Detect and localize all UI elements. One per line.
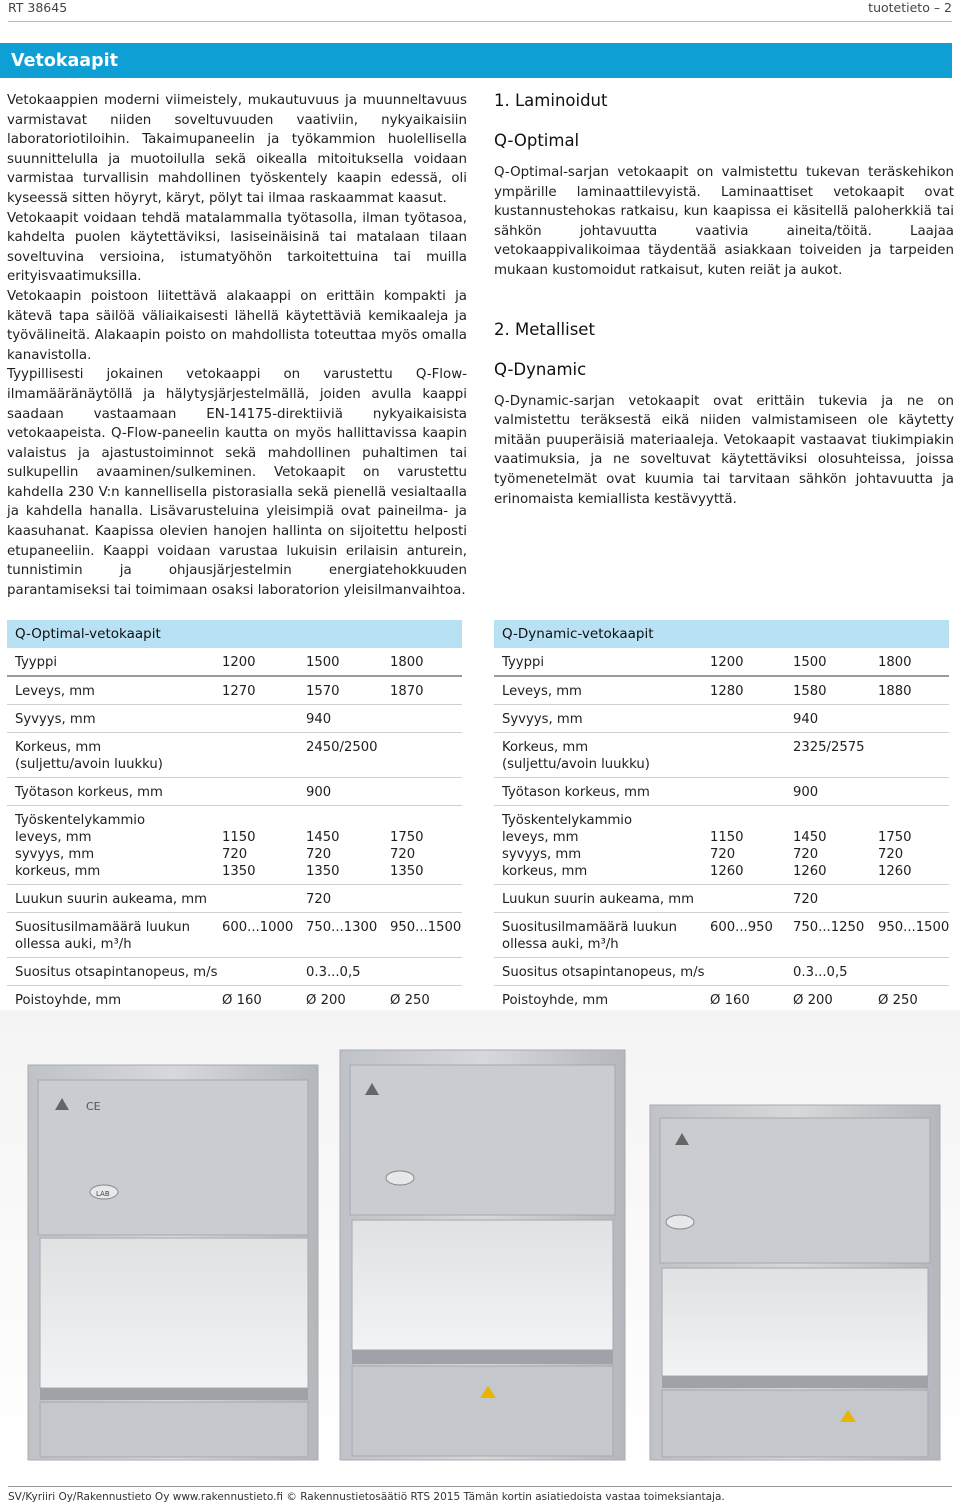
label-line: Suositusilmamäärä luukun (15, 920, 191, 935)
cell-value: 1750 720 1260 (878, 830, 912, 879)
row-label (502, 778, 957, 805)
cell-value: 1800 (878, 655, 912, 670)
label-line: syvyys, mm (15, 847, 95, 862)
series-heading: Q-Optimal (494, 131, 580, 150)
cell-value: 0.3...0,5 (306, 965, 361, 980)
row-label (502, 705, 957, 732)
cabinet-right (650, 1105, 940, 1460)
cell-value: 950...1500 (878, 920, 950, 935)
label-line: Luukun suurin aukeama, mm (502, 892, 694, 907)
banner-title: Vetokaapit (11, 51, 118, 71)
paragraph: Vetokaapit voidaan tehdä matalammalla työtasolla, ilman työtasoa, kahdelta puolen käytettäviksi, lasiseinäisinä tai matalaan tilaan soveltuvina versioina, istumatyöhön tarkoitettuina tai muilla erityisvaatimuksilla. (7, 210, 467, 285)
table-row (494, 677, 949, 705)
table-row (7, 648, 462, 677)
doc-code: RT 38645 (8, 0, 68, 15)
label-line: Suositusilmamäärä luukun (502, 920, 678, 935)
label-line: ollessa auki, m³/h (502, 937, 619, 952)
section-banner (0, 43, 952, 78)
cabinet-left (28, 1065, 318, 1460)
cell-value: Ø 160 (710, 993, 750, 1008)
cell-value: 600...950 (710, 920, 773, 935)
intro-text (7, 91, 467, 600)
fume-cupboard-photo (0, 1010, 960, 1480)
cell-value: 1800 (390, 655, 424, 670)
paragraph: Vetokaapin poistoon liitettävä alakaappi on erittäin kompakti ja kätevä tapa säilöä väliaikaisesti lähellä käytettäviä kemikaaleja ja työvälineitä. Alakaapin poisto on mahdollista toteuttaa myös omalla kanavistolla. (7, 288, 467, 363)
cell-value: 1280 (710, 684, 744, 699)
label-line: Poistoyhde, mm (502, 993, 609, 1008)
cell-value: 750...1300 (306, 920, 378, 935)
cell-value: 950...1500 (390, 920, 462, 935)
label-line: korkeus, mm (502, 864, 588, 879)
cell-value: 1200 (710, 655, 744, 670)
paragraph: Vetokaappien moderni viimeistely, mukautuvuus ja muunneltavuus varmistavat niiden soveltuvuuden vaativiin, nykyaikaisiin laboratoriotiloihin. Takaimupaneelin ja työkammion huolellisella suunnittelulla ja muotoilulla sekä oikealla mitoituksella voidaan varmistaa turvallisin mahdollinen työskentely kaapin edessä, oli kyseessä sitten höyryt, käryt, pölyt tai ilmaa raskaammat kaasut. (7, 93, 467, 206)
cell-value: 600...1000 (222, 920, 294, 935)
cell-value: Ø 200 (306, 993, 346, 1008)
logo-icon (386, 1171, 414, 1185)
cell-value: 1270 (222, 684, 256, 699)
cell-value: Ø 200 (793, 993, 833, 1008)
cell-value: 2325/2575 (793, 740, 865, 755)
cell-value: 750...1250 (793, 920, 865, 935)
series-description: Q-Optimal-sarjan vetokaapit on valmistettu tukevan teräskehikon ympärille laminaattilevyistä. Laminaattiset vetokaapit ovat kustannustehokas ratkaisu, kun kaapissa ei käsitellä paloherkkiä tai sähkön johtavuutta vaativia aineita/töitä. Laajaa vetokaappivalikoimaa täydentää asiakkaan toiveiden ja tarpeiden mukaan kustomoidut ratkaisut, kuten reiät ja aukot. (494, 165, 954, 278)
cell-value: Ø 250 (878, 993, 918, 1008)
table-row (494, 778, 949, 806)
spec-table-q-optimal (7, 620, 462, 1014)
table-row (7, 806, 462, 885)
cell-value: 1880 (878, 684, 912, 699)
label-line: korkeus, mm (15, 864, 101, 879)
cell-value: 1450 720 1350 (306, 830, 340, 879)
table-row (494, 913, 949, 958)
label-line: Syvyys, mm (15, 712, 96, 727)
cell-value: 0.3...0,5 (793, 965, 848, 980)
cell-value: 1150 720 1260 (710, 830, 744, 879)
footer: SV/Kyriiri Oy/Rakennustieto Oy www.rakennustieto.fi © Rakennustietosäätiö RTS 2015 Tämän kortin asiatiedoista vastaa toimeksiantaja. (8, 1491, 725, 1503)
label-line: Suositus otsapintanopeus, m/s (15, 965, 218, 980)
row-label (502, 733, 957, 777)
row-label (15, 778, 470, 805)
cell-value: 1870 (390, 684, 424, 699)
product-lines (494, 91, 954, 509)
label-line: (suljettu/avoin luukku) (502, 757, 650, 772)
cell-value: 900 (793, 785, 819, 800)
section-heading: 2. Metalliset (494, 319, 595, 339)
cell-value: 1450 720 1260 (793, 830, 827, 879)
row-label (502, 885, 957, 912)
row-label (15, 733, 470, 777)
table-row (7, 705, 462, 733)
table-row (7, 733, 462, 778)
cell-value: 1570 (306, 684, 340, 699)
label-line: leveys, mm (15, 830, 92, 845)
table-row (494, 648, 949, 677)
label-line: Leveys, mm (502, 684, 582, 699)
table-title: Q-Optimal-vetokaapit (7, 620, 462, 648)
cell-value: 1580 (793, 684, 827, 699)
label-line: Työtason korkeus, mm (15, 785, 163, 800)
table-row (494, 958, 949, 986)
label-line: Korkeus, mm (15, 740, 102, 755)
logo-icon (666, 1215, 694, 1229)
cell-value: 1150 720 1350 (222, 830, 256, 879)
table-row (7, 885, 462, 913)
cell-value: Ø 250 (390, 993, 430, 1008)
page-header (8, 0, 952, 14)
label-line: leveys, mm (502, 830, 579, 845)
cell-value: 720 (306, 892, 332, 907)
cell-value: 1200 (222, 655, 256, 670)
header-divider (8, 21, 952, 22)
label-line: syvyys, mm (502, 847, 582, 862)
paragraph: Tyypillisesti jokainen vetokaappi on varustettu Q-Flow-ilmamääränäytöllä ja hälytysjärjestelmällä, joiden avulla kaappi saadaan vastaamaan EN-14175-direktiiviä nykyaikaisista vetokaapeista. Q-Flow-paneelin kautta on myös hallittavissa kaapin valaistus ja ajastustoiminnot sekä mahdollinen puhaltimen tai sulkupellin avaaminen/sulkeminen. Vetokaapit on varustettu kahdella 230 V:n kannellisella pistorasialla sekä pienellä vesialtaalla ja kahdella hanalla. Lisävarusteluina yleisimpiä ovat paineilma- ja kaasuhanat. Kaapissa olevien hanojen hallinta on sijoitettu helposti etupaneeliin. Kaappi voidaan varustaa lukuisin erilaisin anturein, tunnistimin ja ohjausjärjestelmin energiatehokkuuden parantamiseksi tai toimimaan osaksi laboratorion yleisilmanvaihtoa. (7, 367, 467, 598)
cell-value: 720 (793, 892, 819, 907)
label-line: Suositus otsapintanopeus, m/s (502, 965, 705, 980)
cell-value: 1750 720 1350 (390, 830, 424, 879)
cell-value: 1500 (306, 655, 340, 670)
label-line: Tyyppi (502, 655, 545, 670)
label-line: Työskentelykammio (15, 813, 146, 828)
cell-value: 940 (793, 712, 819, 727)
table-row (7, 958, 462, 986)
table-row (494, 885, 949, 913)
table-row (494, 806, 949, 885)
section-heading: 1. Laminoidut (494, 91, 608, 110)
table-row (7, 913, 462, 958)
cell-value: Ø 160 (222, 993, 262, 1008)
label-line: Tyyppi (15, 655, 58, 670)
label-line: Työtason korkeus, mm (502, 785, 650, 800)
label-line: Poistoyhde, mm (15, 993, 122, 1008)
row-label (502, 958, 957, 985)
table-row (7, 677, 462, 705)
label-line: ollessa auki, m³/h (15, 937, 132, 952)
series-description: Q-Dynamic-sarjan vetokaapit ovat erittäin tukevia ja ne on valmistettu teräksestä eikä niiden valmistamiseen ole käytetty mitään puuperäisiä materiaaleja. Vetokaapit vastaavat tiukimpiakin vaatimuksia, ja ne soveltuvat käytettäviksi olosuhteissa, joissa työmenetelmät ovat kuumia tai tarvitaan sähkön johtavuutta ja erinomaista kemiallista kestävyyttä. (494, 393, 954, 507)
label-line: (suljettu/avoin luukku) (15, 757, 163, 772)
spec-table-q-dynamic (494, 620, 949, 1014)
row-label (15, 885, 470, 912)
label-line: Luukun suurin aukeama, mm (15, 892, 207, 907)
label-line: Leveys, mm (15, 684, 95, 699)
cell-value: 2450/2500 (306, 740, 378, 755)
table-row (7, 778, 462, 806)
ce-mark: CE (86, 1100, 101, 1113)
logo-text: LAB (96, 1190, 110, 1198)
table-title: Q-Dynamic-vetokaapit (494, 620, 949, 648)
table-row (494, 733, 949, 778)
page-label: tuotetieto – 2 (868, 0, 952, 15)
label-line: Työskentelykammio (502, 813, 633, 828)
label-line: Syvyys, mm (502, 712, 583, 727)
label-line: Korkeus, mm (502, 740, 589, 755)
footer-divider (8, 1486, 952, 1487)
series-heading: Q-Dynamic (494, 359, 587, 379)
cell-value: 900 (306, 785, 332, 800)
row-label (15, 958, 470, 985)
row-label (15, 705, 470, 732)
cell-value: 940 (306, 712, 332, 727)
cabinet-middle (340, 1050, 625, 1460)
cell-value: 1500 (793, 655, 827, 670)
table-row (494, 705, 949, 733)
